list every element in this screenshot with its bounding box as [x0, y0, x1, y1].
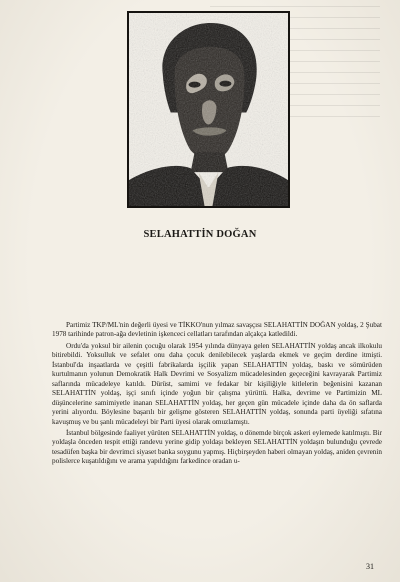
portrait-photo	[127, 11, 290, 208]
paragraph: İstanbul bölgesinde faaliyet yürüten SELAHATTİN yoldaş, o dönemde birçok askeri eylemede katılmıştı. Bir yoldaşla önceden tespit ettiği randevu yerine gidip yoldaşı bekleyen SELAHATTİN yoldaşın bulunduğu çevrede tesadüfen başka bir devrimci siyaset banka soygunu yapmış. Hiçbirşeyden haberi olmayan yoldaş, aniden çevrenin polislerce kuşatıldığını ve arama yapıldığını farkedince oradan u-	[52, 428, 382, 466]
paragraph: Ordu'da yoksul bir ailenin çocuğu olarak 1954 yılında dünyaya gelen SELAHATTİN yoldaş ancak ilkokulu bitirebildi. Yoksulluk ve sefalet onu daha çocuk denilebilecek yaşlarda ekmek ve geçim derdine itmişti. İstanbul'da inşaatlarda ve çeşitli fabrikalarda işçilik yapan SELAHATTİN yoldaş, baskı ve sömürüden kurtulmanın yolunun Demokratik Halk Devrimi ve Sosyalizm mücadelesinden geçeceğini kavrayarak Partimiz saflarında mücadeleye katıldı. Dürüst, samimi ve fedakar bir kişiliğiyle kitlelerin beğenisini kazanan SELAHATTİN yoldaş, işçi sınıfı içinde yoğun bir çalışma yürüttü. Halka, devrime ve Partimizin ML düşüncelerine samimiyetle inanan SELAHATTİN yoldaş, her geçen gün mücadele içinde daha da ön saflarda yerini alıyordu. Böylesine başarılı bir gelişme gösteren SELAHATTİN yoldaş, sonunda parti üyeliği sıfatına kavuşmuş ve bu şanlı mücadeleyi bir Parti üyesi olarak omuzlamıştı.	[52, 341, 382, 426]
page-number: 31	[366, 562, 374, 571]
biography-text	[52, 321, 382, 469]
paragraph: Partimiz TKP/ML'nin değerli üyesi ve TİKKO'nun yılmaz savaşçısı SELAHATTİN DOĞAN yoldaş, 2 Şubat 1978 tarihinde patron-ağa devletinin işkenceci cellatları tarafından alçakça katledildi.	[52, 321, 382, 339]
portrait-photo-icon	[129, 13, 288, 206]
person-name: SELAHATTİN DOĞAN	[143, 229, 257, 240]
